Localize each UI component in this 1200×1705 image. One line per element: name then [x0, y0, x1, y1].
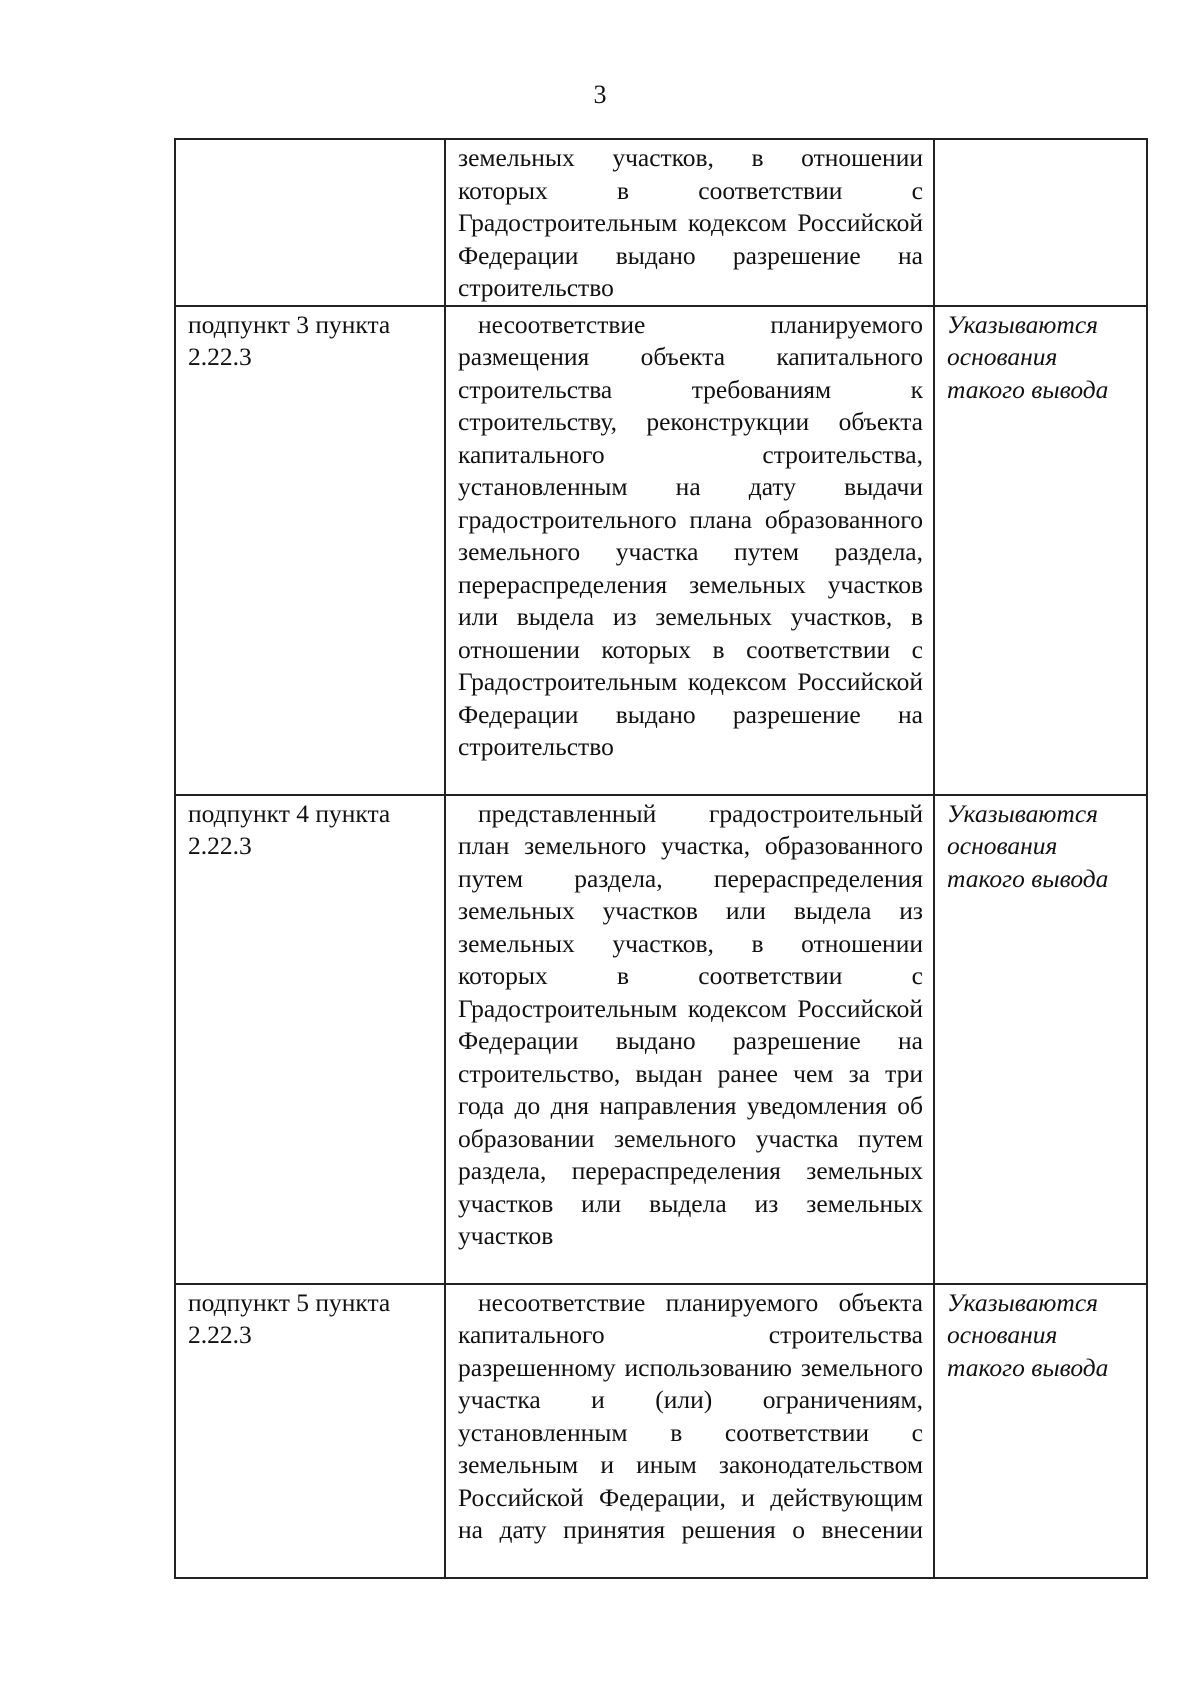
ref-cell: подпункт 5 пункта 2.22.3: [175, 1284, 445, 1578]
ref-cell: [175, 139, 445, 306]
page-number: 3: [593, 80, 607, 109]
reason-cell: представленный градостроительный план земельного участка, образованного путем раздела, перераспределения земельных участков или выдела из земельных участков, в отношении которых в соответствии с Градостроительным кодексом Российской Федерации выдано разрешение на строительство, выдан ранее чем за три года до дня направления уведомления об образовании земельного участка путем раздела, перераспределения земельных участков или выдела из земельных участков: [445, 795, 934, 1284]
reason-cell: [445, 1284, 934, 1578]
note-cell: Указываются основания такого вывода: [934, 795, 1147, 1284]
note-cell: [934, 139, 1147, 306]
reason-cell: земельных участков, в отношении которых в соответствии с Градостроительным кодексом Российской Федерации выдано разрешение на строительство: [445, 139, 934, 306]
table-row: [175, 306, 1147, 795]
reason-text: несоответствие планируемого объекта капитального строительства разрешенному использованию земельного участка и (или) ограничениям, установленным в соответствии с земельным и иным законодательством Российской Федерации, и действующим на дату принятия решения о внесении: [458, 1287, 923, 1544]
ref-cell: подпункт 4 пункта 2.22.3: [175, 795, 445, 1284]
note-cell: Указываются основания такого вывода: [934, 306, 1147, 795]
grounds-table: [174, 138, 1148, 1579]
table-row: [175, 795, 1147, 1284]
ref-cell: подпункт 3 пункта 2.22.3: [175, 306, 445, 795]
reason-cell: несоответствие планируемого размещения объекта капитального строительства требованиям к строительству, реконструкции объекта капитального строительства, установленным на дату выдачи градостроительного плана образованного земельного участка путем раздела, перераспределения земельных участков или выдела из земельных участков, в отношении которых в соответствии с Градостроительным кодексом Российской Федерации выдано разрешение на строительство: [445, 306, 934, 795]
note-cell: Указываются основания такого вывода: [934, 1284, 1147, 1578]
table-row: [175, 1284, 1147, 1578]
table-row: [175, 139, 1147, 306]
